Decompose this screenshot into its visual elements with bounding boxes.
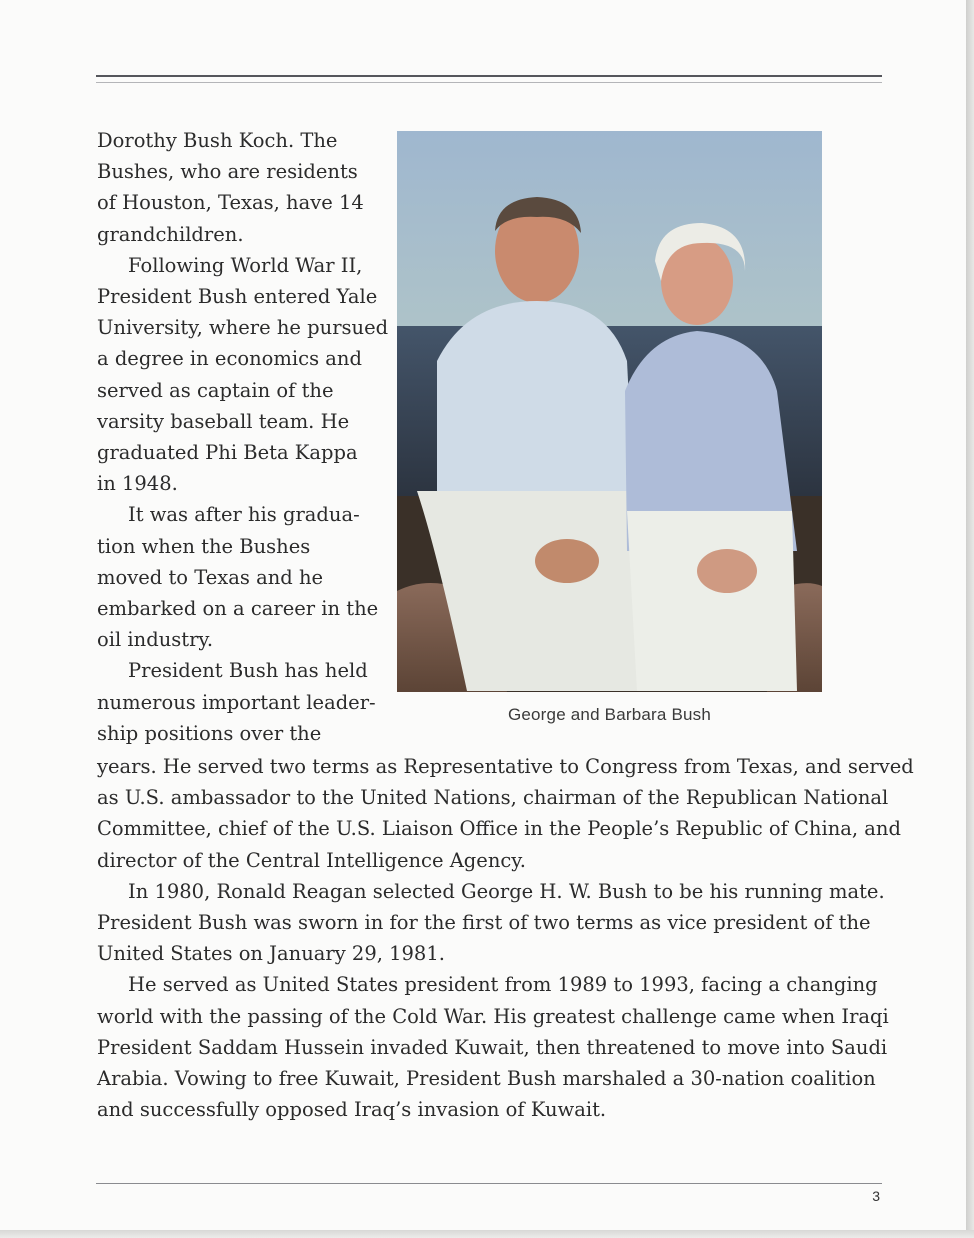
text-line: of Houston, Texas, have 14 [97, 191, 364, 215]
text-line: Dorothy Bush Koch. The [97, 129, 338, 152]
text-line: as U.S. ambassador to the United Nations, chairman of the Republican National [97, 786, 889, 810]
text-line: Arabia. Vowing to free Kuwait, President Bush marshaled a 30-nation coalition [97, 1067, 876, 1091]
text-line: varsity baseball team. He [97, 409, 350, 433]
header-rule-thin [96, 82, 882, 83]
text-line: oil industry. [97, 628, 214, 652]
page-edge-shadow [966, 0, 974, 1238]
text-line: world with the passing of the Cold War. His greatest challenge came when Iraqi [97, 1004, 889, 1028]
text-line: President Bush entered Yale [97, 285, 378, 309]
bush-photo [397, 131, 822, 692]
text-line: In 1980, Ronald Reagan selected George H. W. Bush to be his running mate. [128, 879, 885, 903]
footer-rule [96, 1183, 882, 1184]
text-line: He served as United States president from 1989 to 1993, facing a changing [128, 973, 878, 997]
text-line: President Saddam Hussein invaded Kuwait, then threatened to move into Saudi [97, 1035, 888, 1059]
text-line: President Bush has held [128, 659, 368, 683]
text-line: in 1948. [97, 472, 178, 496]
header-rule [96, 75, 882, 77]
text-line: graduated Phi Beta Kappa [97, 441, 358, 465]
text-line: a degree in economics and [97, 347, 362, 371]
text-line: Following World War II, [128, 253, 363, 277]
text-line: and successfully opposed Iraq’s invasion of Kuwait. [97, 1098, 607, 1122]
text-line: University, where he pursued [97, 316, 389, 340]
text-line: director of the Central Intelligence Agency. [97, 848, 526, 872]
text-line: United States on January 29, 1981. [97, 942, 445, 966]
full-width-text [97, 751, 914, 1125]
text-line: Bushes, who are residents [97, 160, 358, 184]
photo-caption: George and Barbara Bush [507, 705, 712, 724]
text-line: tion when the Bushes [97, 534, 311, 558]
text-line: moved to Texas and he [97, 565, 324, 589]
text-line: Committee, chief of the U.S. Liaison Office in the People’s Republic of China, and [97, 817, 901, 841]
text-line: numerous important leader- [97, 690, 376, 714]
text-line: grandchildren. [97, 222, 244, 246]
left-column-text [97, 125, 389, 749]
text-line: It was after his gradua- [128, 503, 360, 527]
text-line: ship positions over the [97, 721, 322, 745]
text-line: years. He served two terms as Representative to Congress from Texas, and served [97, 755, 914, 778]
text-line: President Bush was sworn in for the first of two terms as vice president of the [97, 911, 871, 935]
photo-illustration [397, 131, 822, 692]
page-bottom-edge-shadow [0, 1230, 974, 1238]
text-line: embarked on a career in the [97, 597, 379, 621]
text-line: served as captain of the [97, 378, 334, 402]
page-number: 3 [872, 1188, 880, 1204]
